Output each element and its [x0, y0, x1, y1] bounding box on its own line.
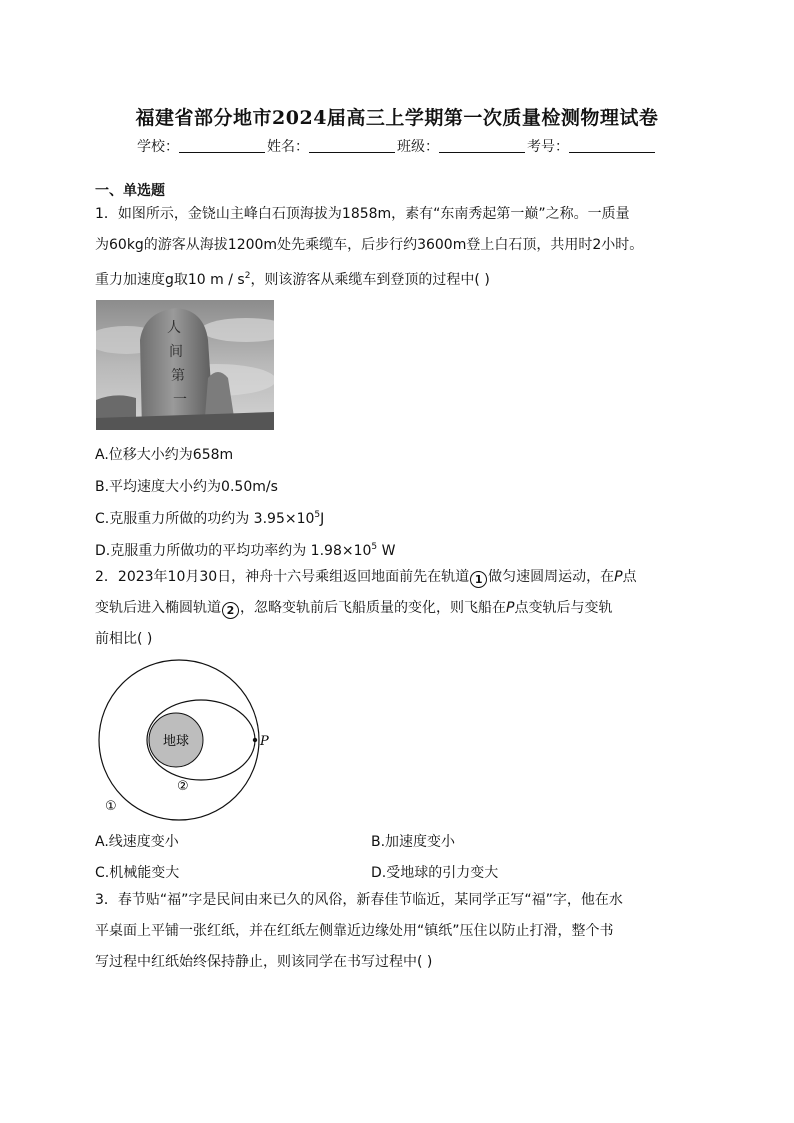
orbit-2-marker: 2 [222, 602, 239, 619]
class-label: 班级： [397, 139, 439, 155]
school-label: 学校： [137, 139, 179, 155]
earth-label: 地球 [162, 734, 190, 749]
q2-option-d[interactable]: D.受地球的引力变大 [371, 865, 499, 881]
orbit-1-marker: 1 [470, 571, 487, 588]
question-1-line-2: 为60kg的游客从海拔1200m处先乘缆车，后步行约3600m登上白石顶，共用时2小时。 [95, 237, 644, 253]
q1-option-b[interactable]: B.平均速度大小约为0.50m/s [95, 479, 278, 495]
number-blank[interactable] [569, 138, 655, 153]
q1-option-c[interactable]: C.克服重力所做的功约为 $3.95\times 10^5J$ [95, 510, 325, 527]
section-heading: 一、单选题 [95, 183, 165, 199]
question-2-line-2: 变轨后进入椭圆轨道 2 ，忽略变轨前后飞船质量的变化，则飞船在P点变轨后与变轨 [95, 600, 613, 617]
school-blank[interactable] [179, 138, 265, 153]
question-3-line-2: 平桌面上平铺一张红纸，并在红纸左侧靠近边缘处用“镇纸”压住以防止打滑，整个书 [95, 923, 614, 939]
question-2-stem [95, 562, 705, 655]
q1-option-d[interactable]: D.克服重力所做功的平均功率约为 $1.98\times 10^5$ W [95, 542, 396, 559]
student-info-row [0, 136, 794, 156]
name-blank[interactable] [309, 138, 395, 153]
mountain-photo [96, 300, 274, 430]
rock-carving-3: 第 [171, 368, 185, 384]
orbit-2-label: ② [177, 779, 189, 794]
point-p-dot [253, 738, 257, 742]
point-p-label: P [260, 734, 269, 749]
exam-title: 福建省部分地市2024届高三上学期第一次质量检测物理试卷 [135, 107, 659, 129]
q1-option-a[interactable]: A.位移大小约为658m [95, 447, 234, 463]
question-3-stem [95, 885, 705, 978]
q2-option-c[interactable]: C.机械能变大 [95, 865, 180, 881]
question-1-line-3: 重力加速度g取10 m / $s^2$，则该游客从乘缆车到登顶的过程中( ) [95, 271, 490, 288]
class-blank[interactable] [439, 138, 525, 153]
orbit-1-label: ① [105, 799, 117, 814]
question-3-line-1: 3．春节贴“福”字是民间由来已久的风俗，新春佳节临近，某同学正写“福”字，他在水 [95, 892, 623, 908]
name-label: 姓名： [267, 139, 309, 155]
mountain-photo-image [96, 300, 274, 430]
question-2-line-3: 前相比( ) [95, 631, 153, 647]
question-2-line-1: 2．2023年10月30日，神舟十六号乘组返回地面前先在轨道 1 做匀速圆周运动，在P点 [95, 569, 637, 586]
q2-option-a[interactable]: A.线速度变小 [95, 834, 179, 850]
orbit-diagram [93, 658, 279, 824]
question-1-line-1: 1．如图所示，金铙山主峰白石顶海拔为1858m，素有“东南秀起第一巅”之称。一质量 [95, 206, 630, 222]
orbit-diagram-svg [93, 658, 279, 824]
rock-carving-4: 一 [173, 392, 187, 408]
rock-carving-2: 间 [169, 344, 183, 360]
rock-carving-1: 人 [167, 320, 181, 336]
question-3-line-3: 写过程中红纸始终保持静止，则该同学在书写过程中( ) [95, 954, 433, 970]
number-label: 考号： [527, 139, 569, 155]
q2-option-b[interactable]: B.加速度变小 [371, 834, 456, 850]
question-1-stem [95, 199, 705, 292]
